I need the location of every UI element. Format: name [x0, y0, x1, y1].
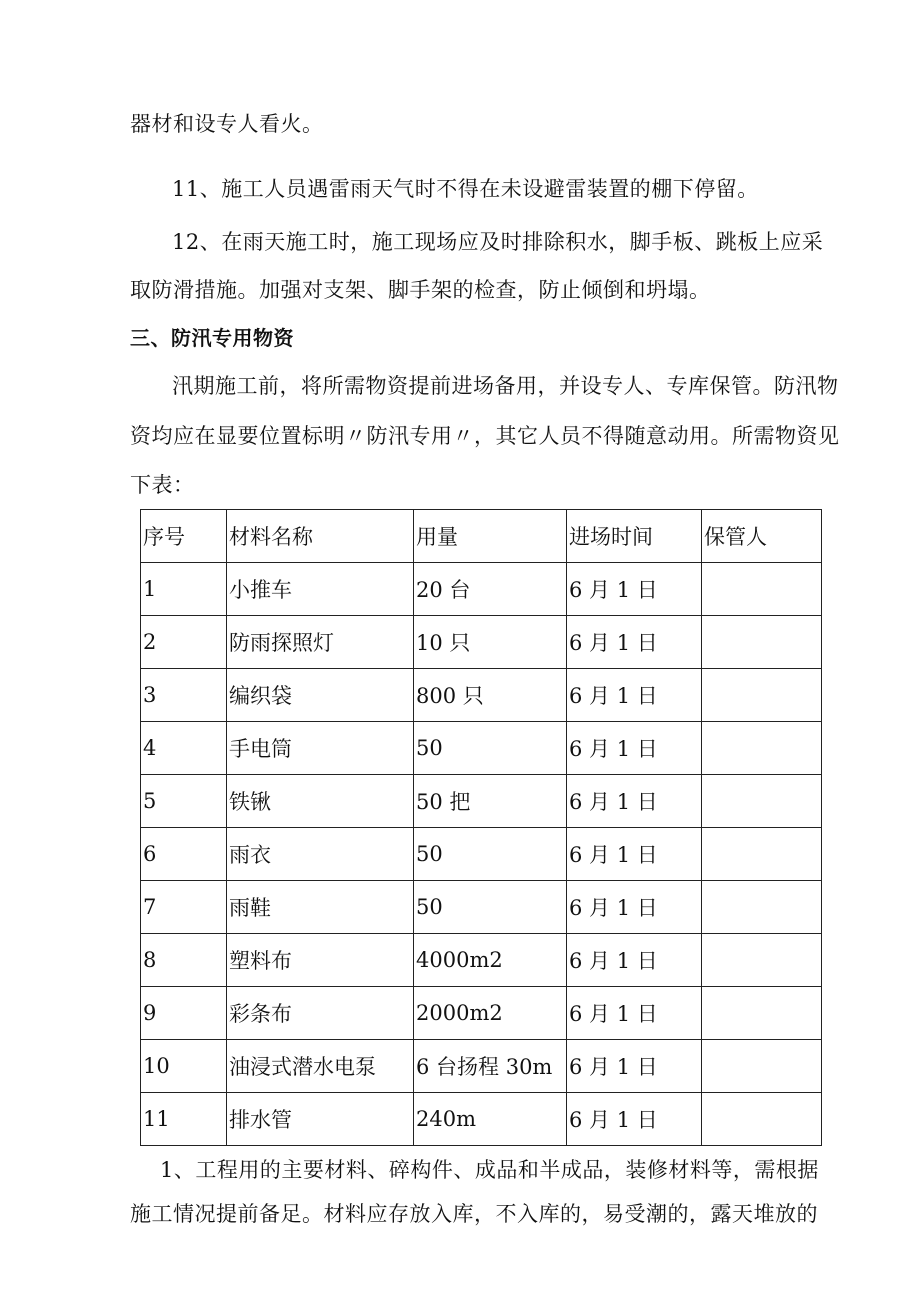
- cell-keeper: [702, 1093, 822, 1146]
- cell-quantity: 240m: [414, 1093, 567, 1146]
- cell-name: 塑料布: [227, 934, 414, 987]
- table-header-row: [141, 510, 822, 563]
- table-row: [141, 616, 822, 669]
- paragraph-materials-line2: 施工情况提前备足。材料应存放入库，不入库的，易受潮的，露天堆放的: [130, 1202, 818, 1226]
- cell-name: 防雨探照灯: [227, 616, 414, 669]
- cell-quantity: 6 台扬程 30m: [414, 1040, 567, 1093]
- cell-keeper: [702, 934, 822, 987]
- cell-index: 1: [141, 563, 227, 616]
- cell-keeper: [702, 775, 822, 828]
- cell-keeper: [702, 1040, 822, 1093]
- paragraph-intro-line3: 下表：: [130, 473, 195, 497]
- cell-quantity: 4000m2: [414, 934, 567, 987]
- header-cell-quantity: 用量: [414, 510, 567, 563]
- cell-arrival: 6 月 1 日: [567, 669, 702, 722]
- cell-keeper: [702, 722, 822, 775]
- cell-index: 5: [141, 775, 227, 828]
- table-row: [141, 1040, 822, 1093]
- paragraph-materials-line1: 1、工程用的主要材料、碎构件、成品和半成品，装修材料等，需根据: [160, 1158, 819, 1182]
- cell-quantity: 20 台: [414, 563, 567, 616]
- cell-name: 雨鞋: [227, 881, 414, 934]
- cell-index: 10: [141, 1040, 227, 1093]
- cell-keeper: [702, 881, 822, 934]
- cell-index: 4: [141, 722, 227, 775]
- cell-quantity: 50: [414, 722, 567, 775]
- cell-name: 铁锹: [227, 775, 414, 828]
- paragraph-item-11: 11、施工人员遇雷雨天气时不得在未设避雷装置的棚下停留。: [172, 177, 759, 201]
- cell-index: 6: [141, 828, 227, 881]
- materials-table: [140, 509, 822, 1146]
- cell-keeper: [702, 616, 822, 669]
- table-row: [141, 881, 822, 934]
- table-row: [141, 722, 822, 775]
- cell-arrival: 6 月 1 日: [567, 1040, 702, 1093]
- table-row: [141, 987, 822, 1040]
- cell-quantity: 2000m2: [414, 987, 567, 1040]
- cell-arrival: 6 月 1 日: [567, 775, 702, 828]
- paragraph-intro-line1: 汛期施工前，将所需物资提前进场备用，并设专人、专库保管。防汛物: [172, 374, 839, 398]
- paragraph-item-12-line1: 12、在雨天施工时，施工现场应及时排除积水，脚手板、跳板上应采: [172, 230, 824, 254]
- header-cell-index: 序号: [141, 510, 227, 563]
- cell-quantity: 50: [414, 828, 567, 881]
- cell-arrival: 6 月 1 日: [567, 616, 702, 669]
- paragraph-item-12-line2: 取防滑措施。加强对支架、脚手架的检查，防止倾倒和坍塌。: [130, 278, 711, 302]
- cell-quantity: 50: [414, 881, 567, 934]
- cell-keeper: [702, 828, 822, 881]
- header-cell-name: 材料名称: [227, 510, 414, 563]
- table-row: [141, 669, 822, 722]
- table-row: [141, 934, 822, 987]
- cell-keeper: [702, 563, 822, 616]
- cell-name: 彩条布: [227, 987, 414, 1040]
- cell-quantity: 50 把: [414, 775, 567, 828]
- header-cell-keeper: 保管人: [702, 510, 822, 563]
- cell-arrival: 6 月 1 日: [567, 1093, 702, 1146]
- cell-arrival: 6 月 1 日: [567, 881, 702, 934]
- table-row: [141, 1093, 822, 1146]
- cell-name: 手电筒: [227, 722, 414, 775]
- cell-index: 7: [141, 881, 227, 934]
- cell-arrival: 6 月 1 日: [567, 563, 702, 616]
- paragraph-intro-line2: 资均应在显要位置标明〃防汛专用〃，其它人员不得随意动用。所需物资见: [130, 424, 840, 448]
- cell-index: 9: [141, 987, 227, 1040]
- cell-arrival: 6 月 1 日: [567, 722, 702, 775]
- cell-name: 油浸式潜水电泵: [227, 1040, 414, 1093]
- table-row: [141, 775, 822, 828]
- cell-keeper: [702, 987, 822, 1040]
- cell-index: 11: [141, 1093, 227, 1146]
- cell-arrival: 6 月 1 日: [567, 934, 702, 987]
- paragraph-fire-watch-end: 器材和设专人看火。: [130, 112, 324, 136]
- cell-index: 2: [141, 616, 227, 669]
- cell-name: 雨衣: [227, 828, 414, 881]
- cell-quantity: 800 只: [414, 669, 567, 722]
- table-row: [141, 828, 822, 881]
- cell-keeper: [702, 669, 822, 722]
- section-heading: 三、防汛专用物资: [130, 326, 294, 350]
- cell-arrival: 6 月 1 日: [567, 828, 702, 881]
- cell-index: 3: [141, 669, 227, 722]
- cell-quantity: 10 只: [414, 616, 567, 669]
- cell-name: 编织袋: [227, 669, 414, 722]
- cell-name: 小推车: [227, 563, 414, 616]
- cell-arrival: 6 月 1 日: [567, 987, 702, 1040]
- cell-index: 8: [141, 934, 227, 987]
- materials-table-body: [141, 510, 822, 1146]
- cell-name: 排水管: [227, 1093, 414, 1146]
- table-row: [141, 563, 822, 616]
- header-cell-arrival: 进场时间: [567, 510, 702, 563]
